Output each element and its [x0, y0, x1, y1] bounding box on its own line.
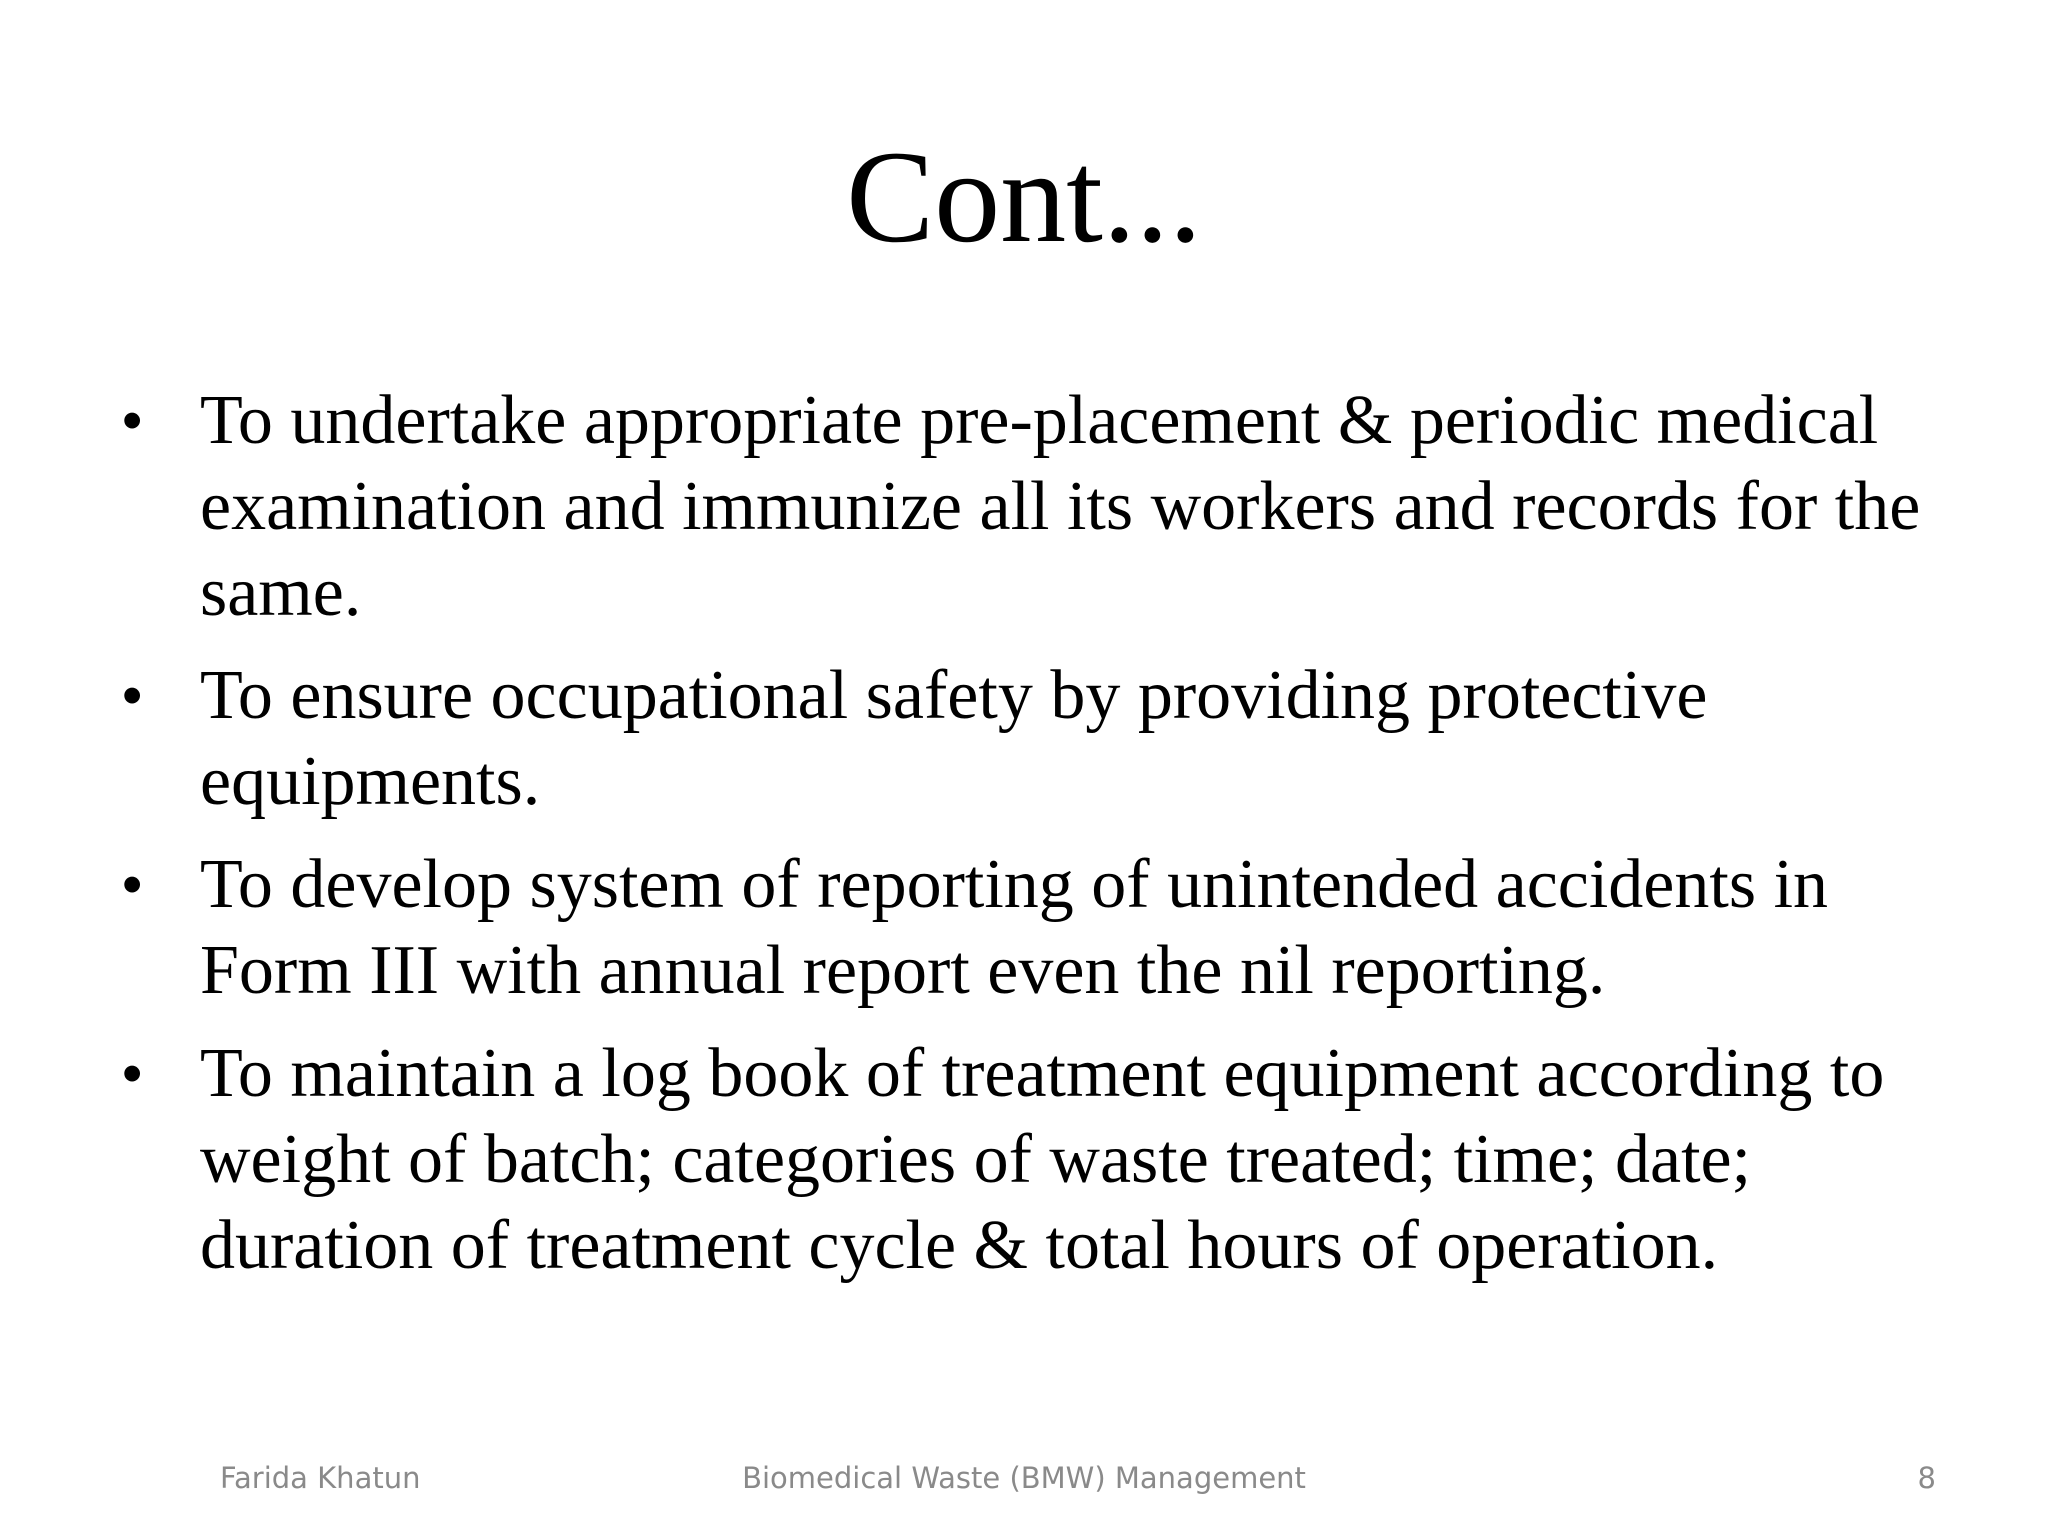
bullet-icon: •: [122, 663, 143, 728]
bullet-text: To develop system of reporting of unintended accidents in Form III with annual report even the nil reporting.: [200, 846, 1829, 1009]
bullet-icon: •: [122, 1041, 143, 1106]
bullet-icon: •: [122, 852, 143, 917]
bullet-item-2: [122, 653, 1960, 825]
bullet-list: [122, 378, 1960, 1306]
footer-page-number: 8: [1917, 1461, 1936, 1495]
bullet-text: To maintain a log book of treatment equipment according to weight of batch; categories of waste treated; time; date; duration of treatment cycle & total hours of operation.: [200, 1035, 1885, 1284]
bullet-item-1: [122, 378, 1960, 636]
bullet-text: To ensure occupational safety by providing protective equipments.: [200, 657, 1708, 820]
bullet-text: To undertake appropriate pre-placement & periodic medical examination and immunize all its workers and records for the same.: [200, 382, 1921, 631]
footer-topic: Biomedical Waste (BMW) Management: [742, 1461, 1306, 1495]
bullet-icon: •: [122, 388, 143, 453]
footer-author: Farida Khatun: [220, 1461, 421, 1495]
bullet-item-3: [122, 842, 1960, 1014]
bullet-item-4: [122, 1031, 1960, 1289]
slide-title: Cont...: [846, 123, 1202, 270]
